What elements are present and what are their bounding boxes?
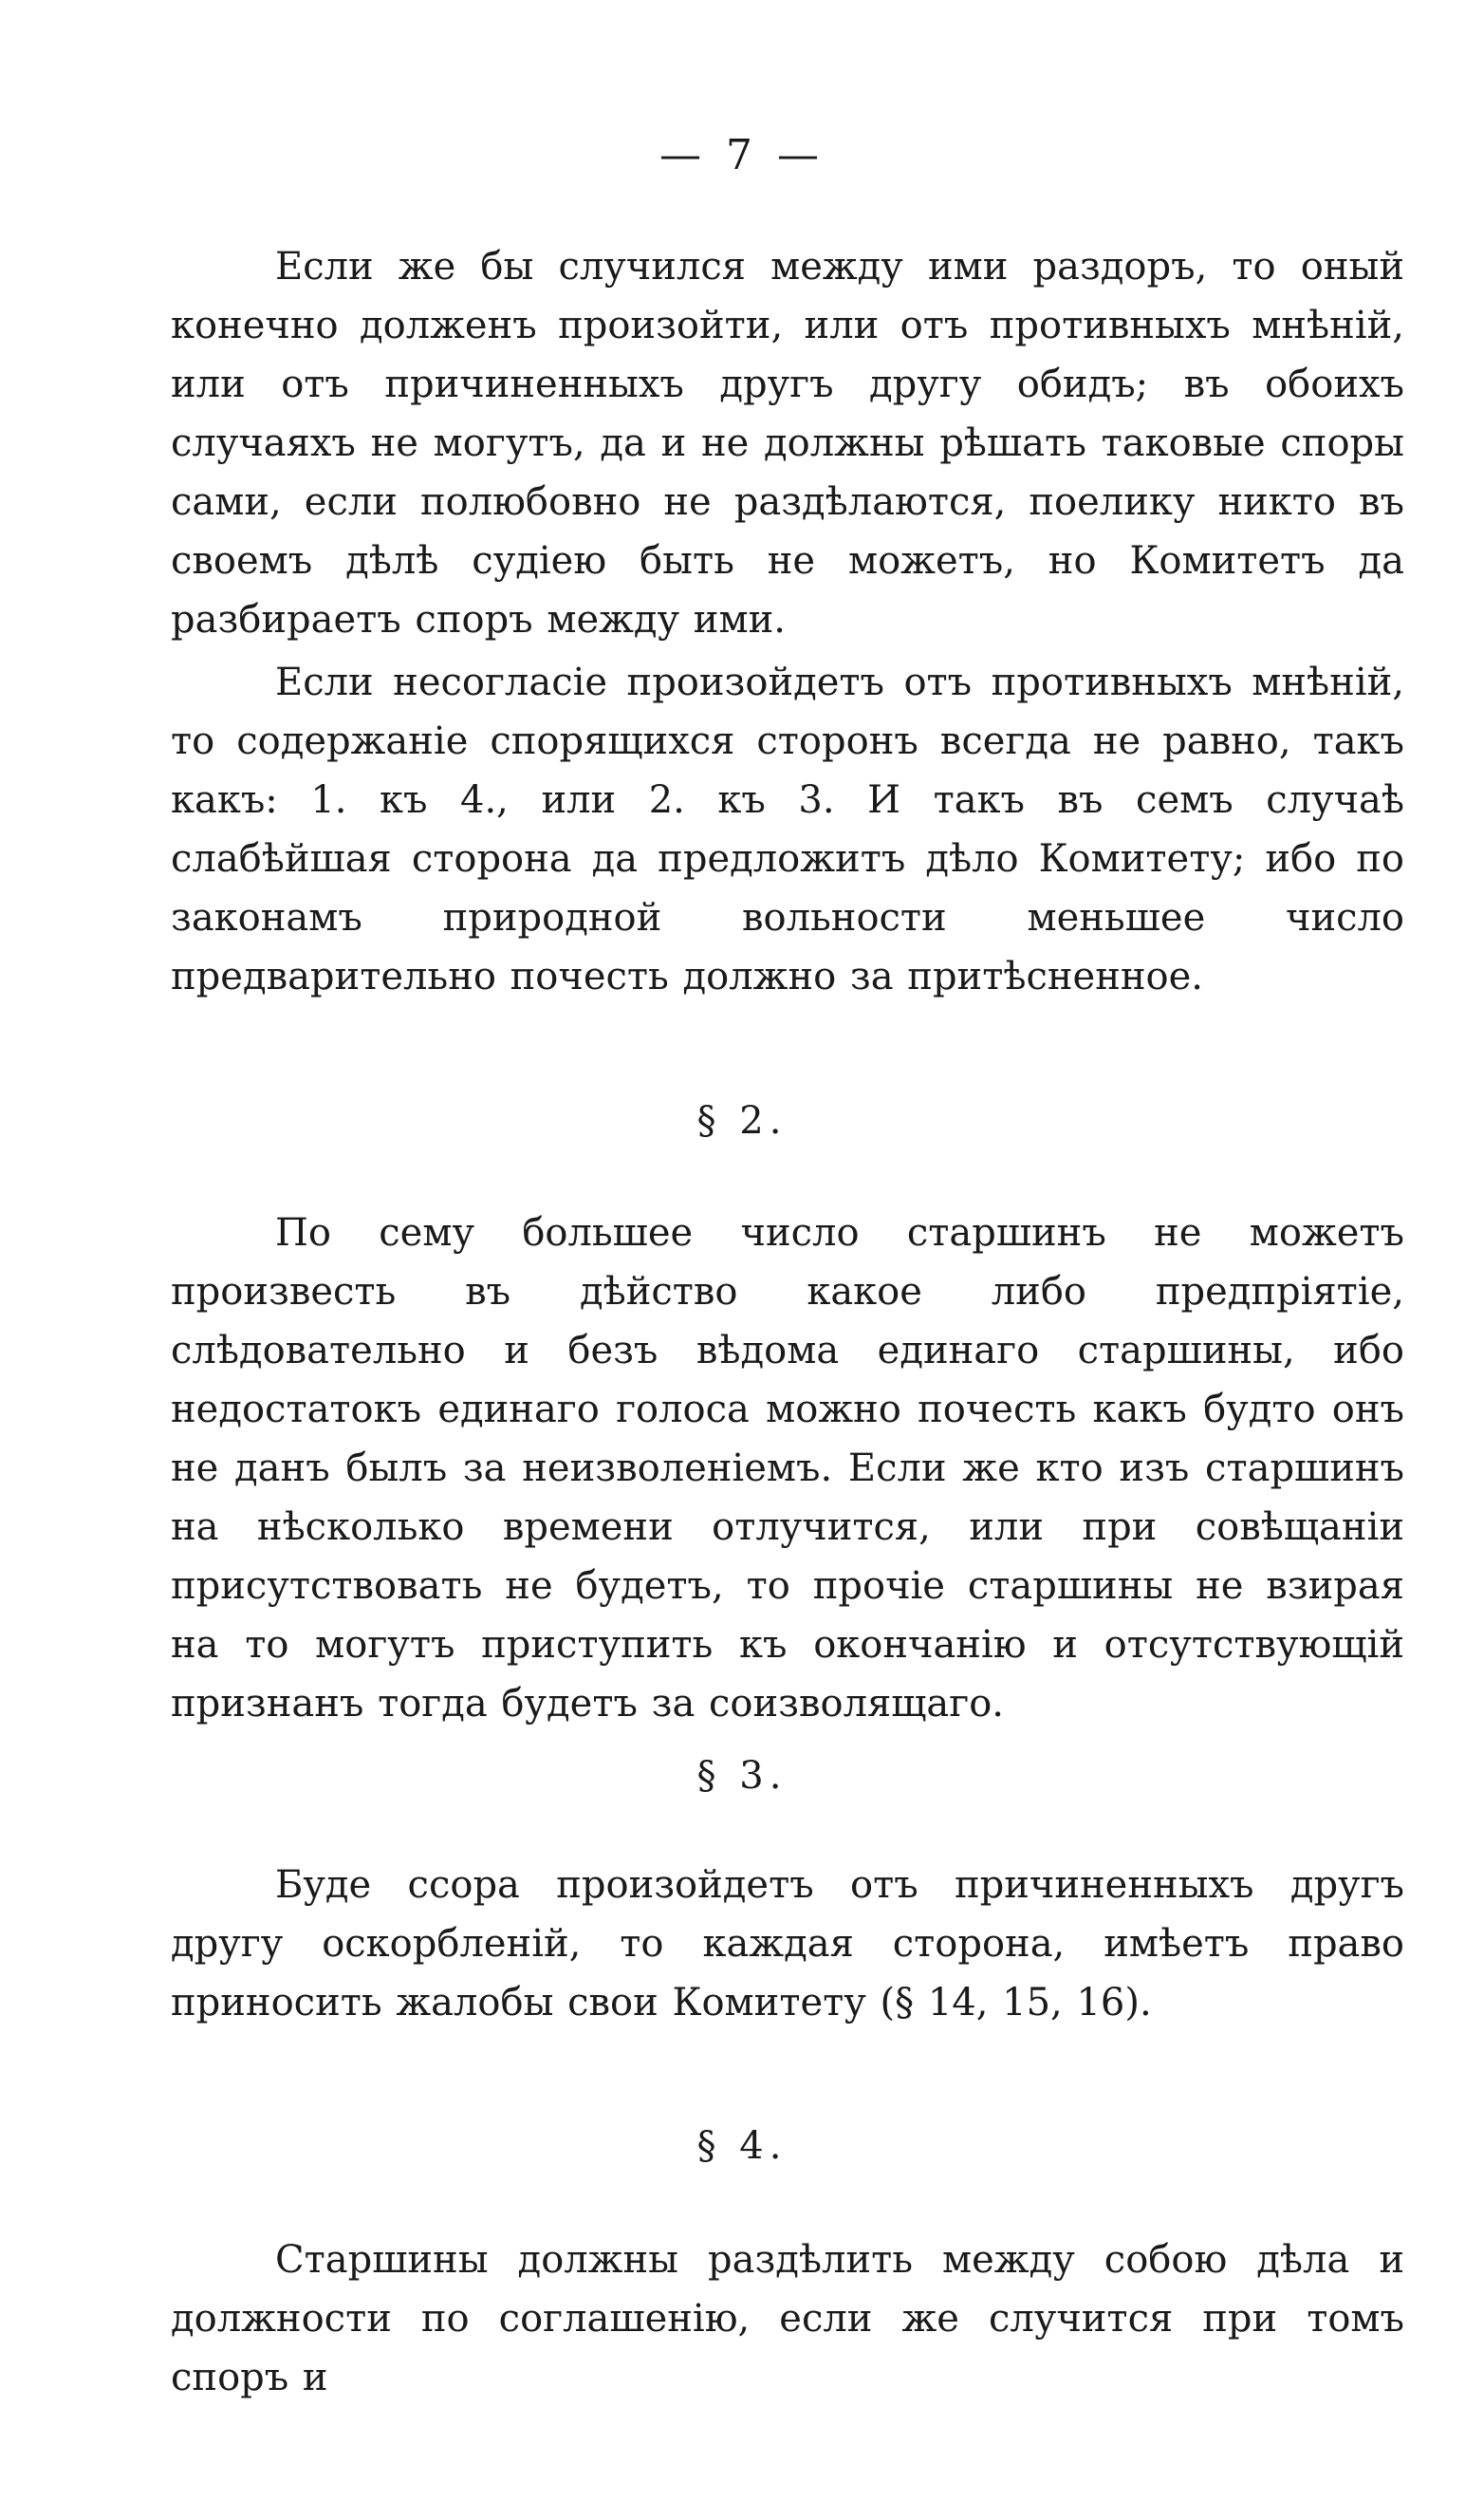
section-2-text [171,1204,1404,1733]
paragraph: Если несогласіе произойдетъ отъ противныхъ мнѣній, то содержаніе спорящихся сторонъ всегда не равно, такъ какъ: 1. къ 4., или 2. къ 3. И такъ въ семъ случаѣ слабѣйшая сторона да предложитъ дѣло Комитету; ибо по законамъ природной вольности меньшее число предварительно почесть должно за притѣсненное. [171,661,1404,998]
paragraph: Буде ссора произойдетъ отъ причиненныхъ другъ другу оскорбленій, то каждая сторона, имѣетъ право приносить жалобы свои Комитету (§ 14, 15, 16). [171,1863,1404,2025]
section-4-text [171,2230,1404,2407]
page-number: — 7 — [659,131,825,179]
section-3-heading: § 3. [696,1754,788,1798]
paragraph: Если же бы случился между ими раздоръ, то оный конечно долженъ произойти, или отъ противныхъ мнѣній, или отъ причиненныхъ другъ другу обидъ; въ обоихъ случаяхъ не могутъ, да и не должны рѣшать таковые споры сами, если полюбовно не раздѣлаются, поелику никто въ своемъ дѣлѣ судіею быть не можетъ, но Комитетъ да разбираетъ споръ между ими. [171,245,1404,642]
section-1-text [171,237,1404,1006]
section-3-text [171,1856,1404,2032]
paragraph: По сему большее число старшинъ не можетъ произвесть въ дѣйство какое либо предпріятіе, слѣдовательно и безъ вѣдома единаго старшины, ибо недостатокъ единаго голоса можно почесть какъ будто онъ не данъ былъ за неизволеніемъ. Если же кто изъ старшинъ на нѣсколько времени отлучится, или при совѣщаніи присутствовать не будетъ, то прочіе старшины не взирая на то могутъ приступить къ окончанію и отсутствующій признанъ тогда будетъ за соизволящаго. [171,1211,1404,1726]
section-4-heading: § 4. [696,2124,788,2168]
paragraph: Старшины должны раздѣлить между собою дѣла и должности по соглашенію, если же случится при томъ споръ и [171,2238,1404,2399]
section-2-heading: § 2. [696,1099,788,1143]
